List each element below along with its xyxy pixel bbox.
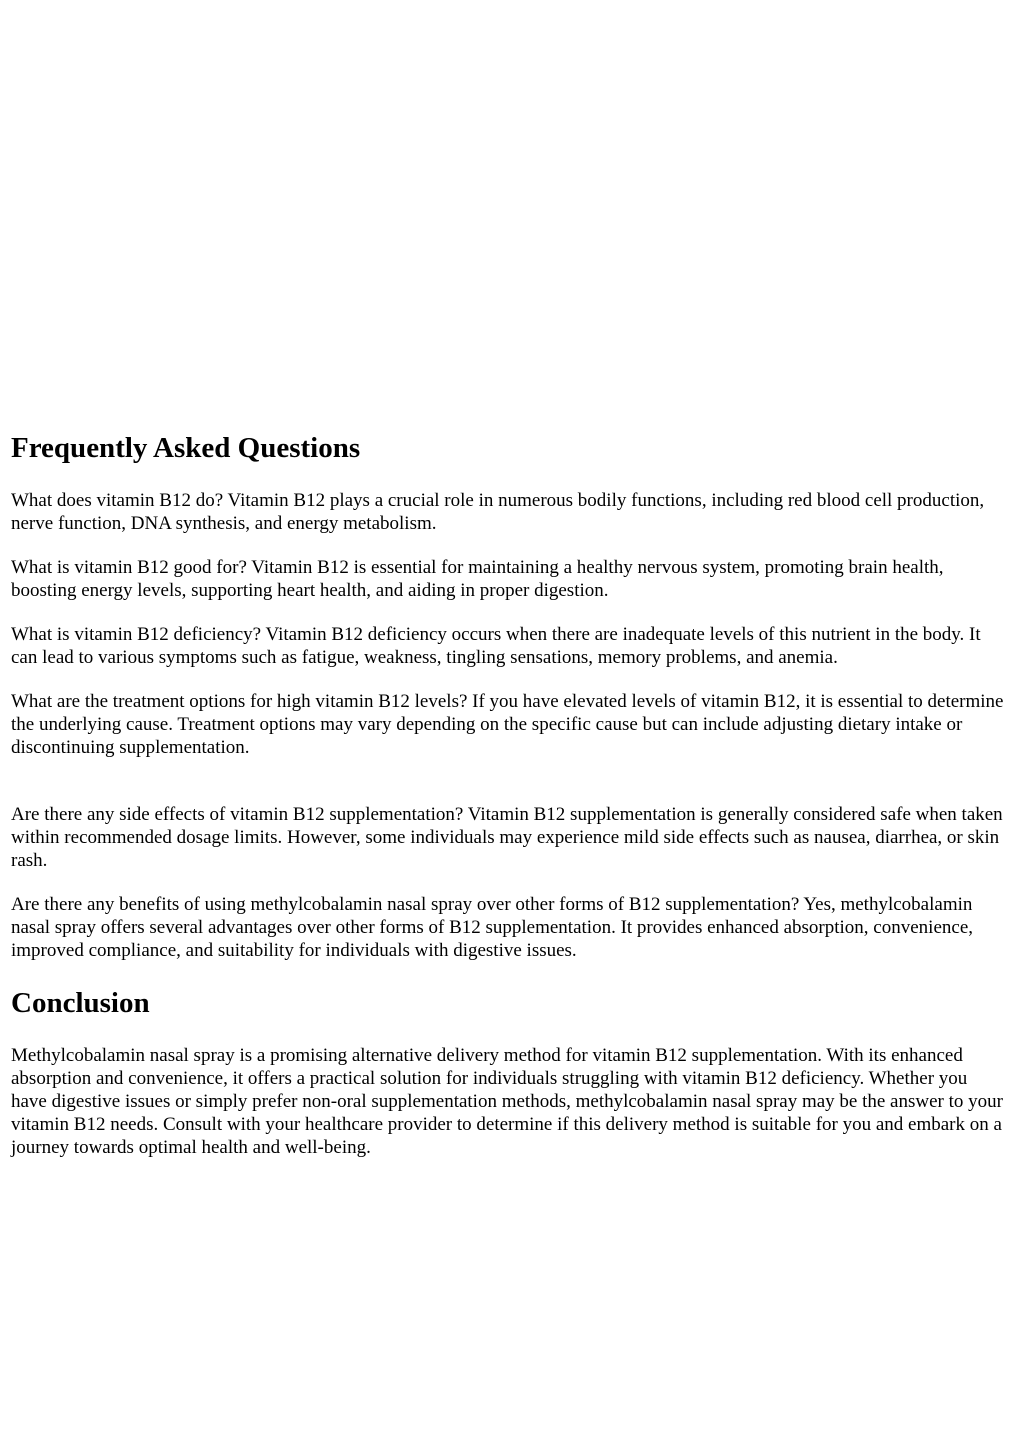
faq-item-b12-benefits: What is vitamin B12 good for? Vitamin B12 is essential for maintaining a healthy nervous system, promoting brain health, boosting energy levels, supporting heart health, and aiding in proper digestion. [11,557,944,601]
faq-item-side-effects: Are there any side effects of vitamin B12 supplementation? Vitamin B12 supplementation is generally considered safe when taken within recommended dosage limits. However, some individuals may experience mild side effects such as nausea, diarrhea, or skin rash. [11,804,1003,871]
faq-item-b12-function: What does vitamin B12 do? Vitamin B12 plays a crucial role in numerous bodily functions, including red blood cell production, nerve function, DNA synthesis, and energy metabolism. [11,490,985,534]
conclusion-heading: Conclusion [11,987,150,1019]
faq-item-nasal-spray-benefits: Are there any benefits of using methylcobalamin nasal spray over other forms of B12 supplementation? Yes, methylcobalamin nasal spray offers several advantages over other forms of B12 supplementation. It provides enhanced absorption, convenience, improved compliance, and suitability for individuals with digestive issues. [11,894,974,961]
conclusion-paragraph: Methylcobalamin nasal spray is a promising alternative delivery method for vitamin B12 supplementation. With its enhanced absorption and convenience, it offers a practical solution for individuals struggling with vitamin B12 deficiency. Whether you have digestive issues or simply prefer non-oral supplementation methods, methylcobalamin nasal spray may be the answer to your vitamin B12 needs. Consult with your healthcare provider to determine if this delivery method is suitable for you and embark on a journey towards optimal health and well-being. [11,1045,1003,1158]
faq-heading: Frequently Asked Questions [11,432,361,464]
faq-item-b12-deficiency: What is vitamin B12 deficiency? Vitamin B12 deficiency occurs when there are inadequate levels of this nutrient in the body. It can lead to various symptoms such as fatigue, weakness, tingling sensations, memory problems, and anemia. [11,624,981,668]
faq-item-high-b12-treatment: What are the treatment options for high vitamin B12 levels? If you have elevated levels of vitamin B12, it is essential to determine the underlying cause. Treatment options may vary depending on the specific cause but can include adjusting dietary intake or discontinuing supplementation. [11,691,1004,758]
document-page [11,428,1007,1159]
